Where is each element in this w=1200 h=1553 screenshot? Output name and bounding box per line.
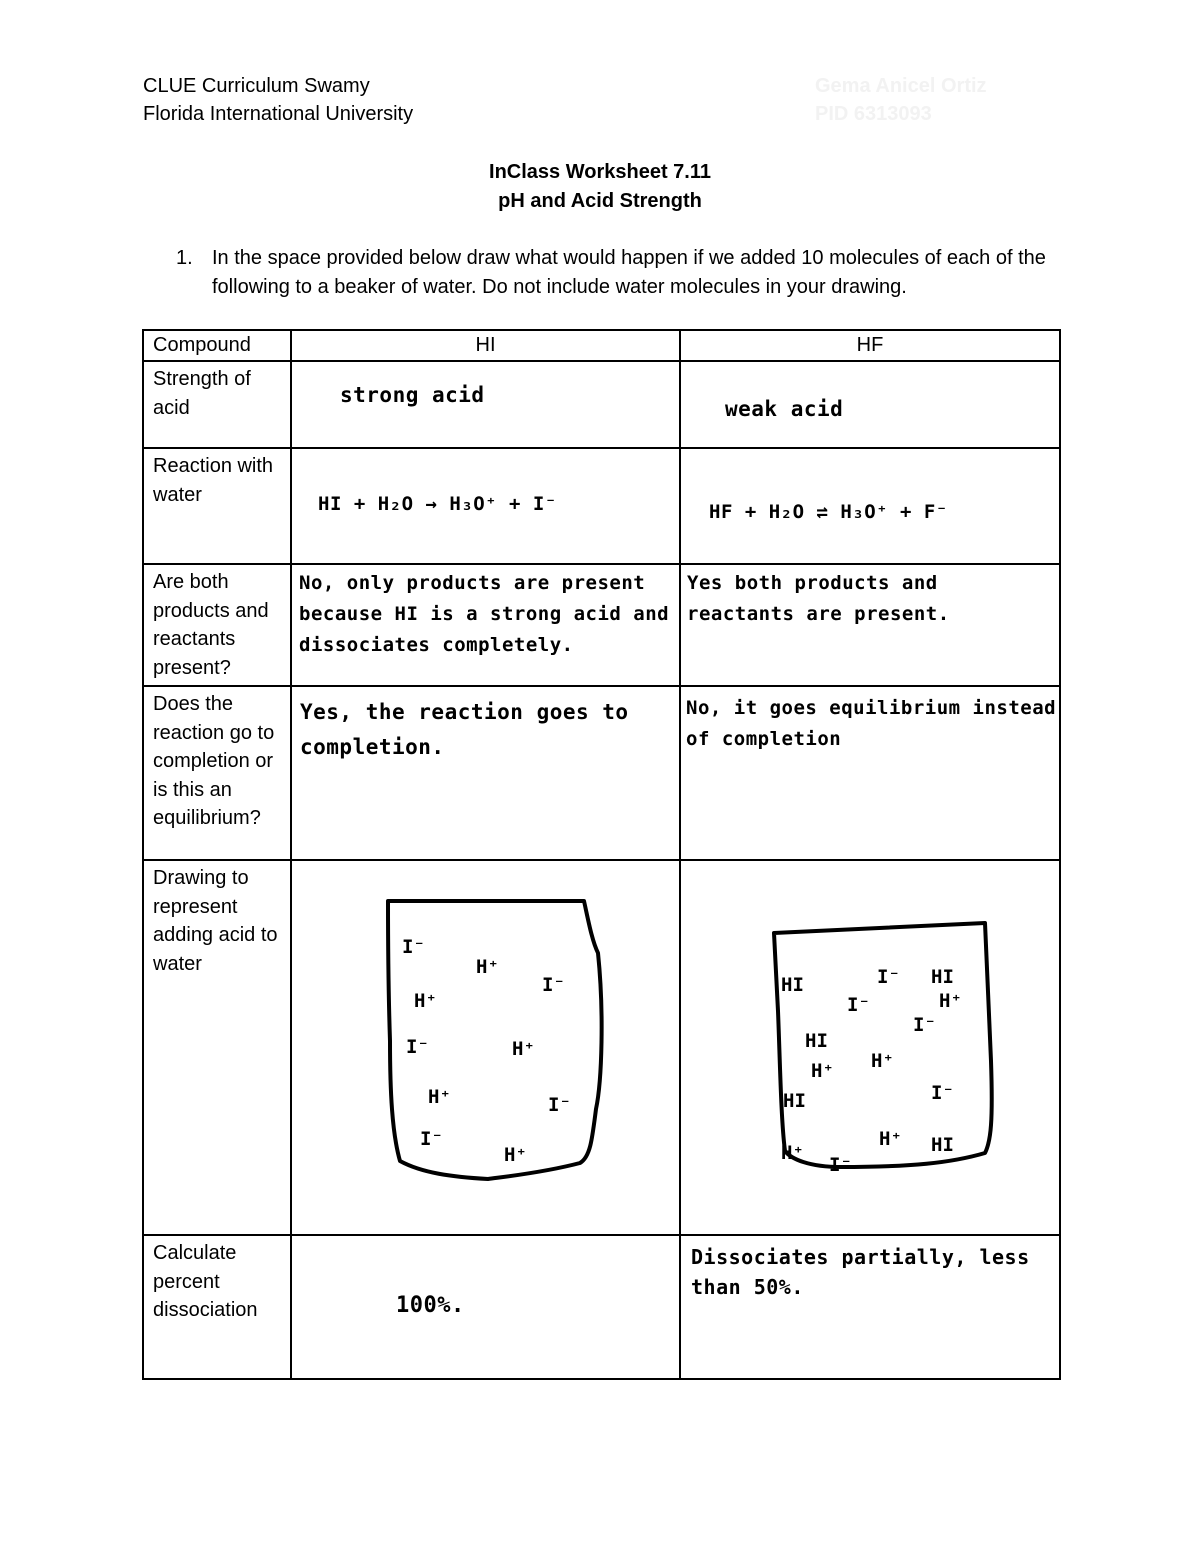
hf-particle: HI: [931, 1134, 954, 1156]
course-name: CLUE Curriculum Swamy: [143, 75, 370, 97]
question-number: 1.: [176, 247, 193, 269]
hf-particle: HI: [931, 966, 954, 988]
worksheet-title-line2: pH and Acid Strength: [498, 190, 702, 212]
hf-particle: H⁺: [811, 1060, 834, 1082]
faint-student-name: Gema Anicel Ortiz: [815, 75, 987, 97]
hi-particle: H⁺: [476, 956, 499, 978]
header-hi: HI: [291, 330, 680, 361]
hi-particle: I⁻: [548, 1094, 571, 1116]
hf-particle: I⁻: [829, 1154, 852, 1176]
row-both-present: [143, 564, 1060, 686]
hi-particle: H⁺: [504, 1144, 527, 1166]
label-completion: Does the reaction go to completion or is this an equilibrium?: [143, 686, 291, 860]
answer-reaction-hi: [291, 448, 680, 564]
answer-completion-hi: [291, 686, 680, 860]
answer-strength-hi-text: strong acid: [340, 383, 485, 407]
hf-particle: I⁻: [877, 966, 900, 988]
faint-student-info: [815, 72, 987, 128]
answer-percent-hi-text: 100%.: [396, 1293, 465, 1318]
hi-particle: I⁻: [542, 974, 565, 996]
answer-both-hf: [680, 564, 1060, 686]
answer-reaction-hi-text: HI + H₂O → H₃O⁺ + I⁻: [318, 493, 557, 515]
hi-particle: I⁻: [402, 936, 425, 958]
worksheet-title-line1: InClass Worksheet 7.11: [489, 161, 711, 183]
university-name: Florida International University: [143, 103, 414, 125]
hf-particle: I⁻: [847, 994, 870, 1016]
row-strength: [143, 361, 1060, 448]
hf-particle: HI: [781, 974, 804, 996]
answer-reaction-hf: [680, 448, 1060, 564]
faint-student-id: PID 6313093: [815, 103, 932, 125]
worksheet-title: [0, 158, 1200, 216]
row-percent: [143, 1235, 1060, 1379]
answer-strength-hf: [680, 361, 1060, 448]
label-percent: Calculate percent dissociation: [143, 1235, 291, 1379]
hf-particle: HI: [805, 1030, 828, 1052]
row-completion: [143, 686, 1060, 860]
header-hf: HF: [680, 330, 1060, 361]
course-header: [143, 72, 413, 128]
hi-particle: H⁺: [414, 990, 437, 1012]
label-reaction: Reaction with water: [143, 448, 291, 564]
header-compound: Compound: [143, 330, 291, 361]
row-reaction: [143, 448, 1060, 564]
beaker-hi-drawing: [292, 861, 679, 1232]
label-both-present: Are both products and reactants present?: [143, 564, 291, 686]
answer-reaction-hf-text: HF + H₂O ⇌ H₃O⁺ + F⁻: [709, 501, 948, 523]
row-drawing: [143, 860, 1060, 1235]
hi-particle: H⁺: [428, 1086, 451, 1108]
answer-completion-hf-text: No, it goes equilibrium instead of completion: [686, 697, 1057, 750]
answer-percent-hf-text: Dissociates partially, less than 50%.: [691, 1245, 1030, 1299]
hf-particle: H⁺: [879, 1128, 902, 1150]
drawing-hf-cell: [680, 860, 1060, 1235]
drawing-hi-cell: [291, 860, 680, 1235]
answer-both-hi: [291, 564, 680, 686]
answer-both-hi-text: No, only products are present because HI is a strong acid and dissociates completely.: [299, 572, 670, 656]
question-text: In the space provided below draw what would happen if we added 10 molecules of each of the following to a beaker of water. Do not include water molecules in your drawing.: [212, 247, 1046, 298]
hf-particle: H⁺: [939, 990, 962, 1012]
table-header-row: [143, 330, 1060, 361]
label-strength: Strength of acid: [143, 361, 291, 448]
hf-particle: H⁺: [781, 1142, 804, 1164]
answer-strength-hi: [291, 361, 680, 448]
hf-particle: HI: [783, 1090, 806, 1112]
hi-particle: I⁻: [420, 1128, 443, 1150]
answer-percent-hi: [291, 1235, 680, 1379]
hi-particle: H⁺: [512, 1038, 535, 1060]
answer-strength-hf-text: weak acid: [725, 397, 844, 421]
answer-percent-hf: [680, 1235, 1060, 1379]
beaker-hf-drawing: [681, 861, 1059, 1232]
answer-completion-hi-text: Yes, the reaction goes to completion.: [300, 700, 629, 759]
label-drawing: Drawing to represent adding acid to water: [143, 860, 291, 1235]
hi-particle: I⁻: [406, 1036, 429, 1058]
hf-particle: I⁻: [913, 1014, 936, 1036]
answer-completion-hf: [680, 686, 1060, 860]
answer-both-hf-text: Yes both products and reactants are present.: [687, 572, 950, 625]
hf-particle: I⁻: [931, 1082, 954, 1104]
hf-particle: H⁺: [871, 1050, 894, 1072]
worksheet-table: [142, 329, 1061, 1380]
